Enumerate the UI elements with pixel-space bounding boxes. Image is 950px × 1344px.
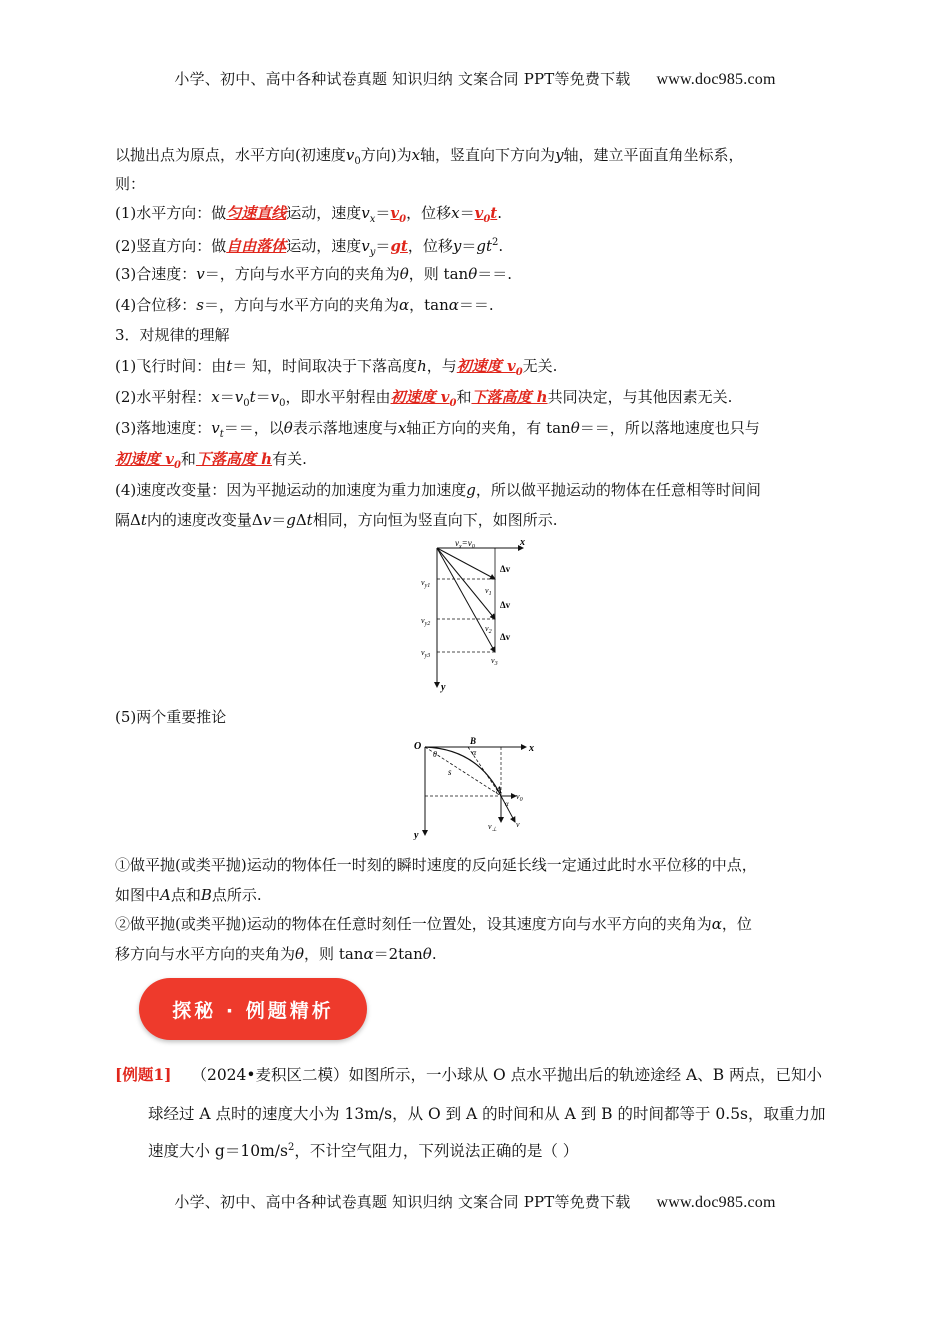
intro-line-2: 则： [115, 175, 146, 193]
top-label: $v_x=v_0$ [455, 538, 475, 550]
y-label: y [441, 682, 446, 693]
svg-text:v2: $v_2$ [485, 624, 492, 635]
example-tag: [例题1] [115, 1065, 172, 1084]
svg-text:α: α [505, 800, 509, 808]
header-site: www.doc985.com [656, 71, 776, 88]
intro-line-1: 以抛出点为原点，水平方向(初速度$v_0$方向)为x轴，竖直向下方向为y轴，建立平面直角坐标系， [115, 146, 744, 167]
footer-text: 小学、初中、高中各种试卷真题 知识归纳 文案合同 PPT等免费下载 [174, 1193, 631, 1211]
corollary-1: ①做平抛(或类平抛)运动的物体任一时刻的瞬时速度的反向延长线一定通过此时水平位移的中点， [115, 856, 757, 874]
item-range: (2)水平射程：$x=v_0t=v_0$，即水平射程由初速度 $v_0$和下落高度 h共同决定，与其他因素无关. [115, 388, 733, 409]
svg-text:v1: $v_1$ [485, 586, 492, 597]
svg-text:Δv: Δv [500, 600, 511, 610]
svg-text:A: A [496, 785, 503, 795]
svg-text:α: α [472, 748, 477, 757]
item-vertical: (2)竖直方向：做自由落体运动，速度$v_y=gt$，位移$y=gt^2$. [115, 237, 504, 258]
corollary-figure [408, 735, 543, 840]
section-heading-3: 3．对规律的理解 [115, 326, 230, 344]
item-landing-speed: (3)落地速度：$v_t==$，以θ表示落地速度与x轴正方向的夹角，有 tanθ＝＝，所以落地速度也只与 [115, 419, 760, 440]
item-velocity: (3)合速度：v＝，方向与水平方向的夹角为θ，则 tanθ＝＝. [115, 265, 512, 283]
x-label: x [520, 537, 525, 548]
corollary-1-cont: 如图中A点和B点所示. [115, 886, 262, 904]
page-header [0, 68, 950, 89]
svg-text:Δv: Δv [500, 564, 511, 574]
svg-text:s: s [448, 767, 452, 777]
example-line-1: [例题1] （2024•麦积区二模）如图所示，一小球从 O 点水平抛出后的轨迹途经 A、B 两点，已知小 [115, 1065, 823, 1084]
footer-site: www.doc985.com [656, 1194, 776, 1211]
velocity-change-figure [415, 535, 540, 695]
svg-text:Δv: Δv [500, 632, 511, 642]
svg-text:vy2: $v_{y2}$ [421, 616, 431, 627]
svg-text:vy1: $v_{y1}$ [421, 578, 431, 589]
example-line-3: 速度大小 $g=10m/s^2$，不计空气阻力，下列说法正确的是（ ） [148, 1141, 579, 1160]
svg-text:v0: $v_0$ [516, 792, 523, 803]
item-horizontal: (1)水平方向：做匀速直线运动，速度$v_x=v_0$，位移$x=v_0t$. [115, 204, 503, 225]
item-velocity-change-2: 隔Δt内的速度改变量Δv＝gΔt相同，方向恒为竖直向下，如图所示. [115, 511, 558, 529]
svg-text:O: O [414, 741, 422, 752]
header-text: 小学、初中、高中各种试卷真题 知识归纳 文案合同 PPT等免费下载 [174, 70, 631, 88]
svg-text:v: v [516, 820, 520, 829]
svg-text:vy3: $v_{y3}$ [421, 648, 431, 659]
v2-vector [437, 548, 495, 619]
item-velocity-change: (4)速度改变量：因为平抛运动的加速度为重力加速度g，所以做平抛运动的物体在任意相等时间间 [115, 481, 761, 499]
item-landing-speed-2: 初速度 $v_0$和下落高度 h有关. [115, 450, 307, 471]
svg-text:y: y [414, 830, 419, 840]
corollary-2: ②做平抛(或类平抛)运动的物体在任意时刻任一位置处，设其速度方向与水平方向的夹角为α，位 [115, 915, 752, 933]
item-two-corollaries: (5)两个重要推论 [115, 708, 227, 726]
item-displacement: (4)合位移：s＝，方向与水平方向的夹角为α，tanα＝＝. [115, 296, 494, 314]
section-badge: 探秘 · 例题精析 [139, 978, 367, 1040]
svg-text:B: B [470, 736, 477, 746]
svg-text:θ: θ [433, 750, 437, 759]
svg-text:v3: $v_3$ [491, 656, 498, 667]
page-footer [0, 1191, 950, 1212]
item-flight-time: (1)飞行时间：由t＝ 知，时间取决于下落高度h，与初速度 $v_0$无关. [115, 357, 558, 378]
example-line-2: 球经过 A 点时的速度大小为 13m/s，从 O 到 A 的时间和从 A 到 B 的时间都等于 0.5s，取重力加 [148, 1105, 826, 1123]
svg-text:x: x [529, 743, 534, 754]
svg-text:v⊥: $v_\perp$ [488, 822, 497, 833]
corollary-2-cont: 移方向与水平方向的夹角为θ，则 tanα＝2tanθ. [115, 945, 437, 963]
